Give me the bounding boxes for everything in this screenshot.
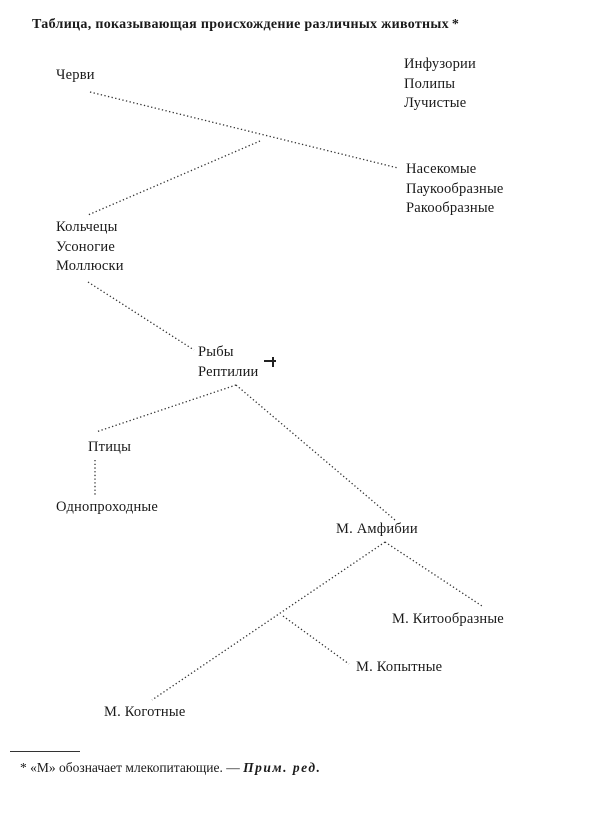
footnote-text: «М» обозначает млекопитающие. — <box>30 760 240 775</box>
node-fish <box>198 343 259 382</box>
footnote <box>20 760 321 776</box>
node-label: Рептилии <box>198 363 259 380</box>
node-label: Полипы <box>404 75 456 92</box>
line-amphibia-unguiculates <box>152 542 385 700</box>
page-title-text: Таблица, показывающая происхождение различных животных <box>32 17 449 32</box>
node-label: Ракообразные <box>406 200 495 216</box>
node-arthropods <box>406 160 504 219</box>
node-unguiculates: М. Коготные <box>104 704 186 720</box>
print-mark-tick <box>272 357 274 367</box>
node-label: Паукообразные <box>406 180 504 197</box>
node-label: Моллюски <box>56 258 124 274</box>
node-cetaceans: М. Китообразные <box>392 611 504 627</box>
footnote-mark: * <box>20 760 27 775</box>
node-label: Рыбы <box>198 344 234 360</box>
line-branch-ungulates <box>283 616 349 664</box>
title-footnote-mark: * <box>451 17 460 32</box>
footnote-editor-note: Прим. ред. <box>243 760 322 775</box>
node-worms: Черви <box>56 67 95 83</box>
line-amphibia-cetaceans <box>385 542 482 606</box>
node-annelids <box>56 218 124 277</box>
line-fish-amphibia <box>236 385 395 520</box>
node-label: Усоногие <box>56 238 115 255</box>
node-label: Инфузории <box>404 56 476 72</box>
node-protozoa <box>404 55 476 114</box>
line-annelids-fish <box>88 282 194 350</box>
line-worms-arthropods <box>90 92 398 168</box>
node-label: Кольчецы <box>56 219 118 235</box>
line-branch-annelids <box>88 141 260 215</box>
node-birds: Птицы <box>88 439 132 455</box>
node-label: Лучистые <box>404 95 467 111</box>
footnote-divider <box>10 751 80 752</box>
node-amphibia: М. Амфибии <box>336 521 418 537</box>
line-fish-birds <box>96 385 236 432</box>
page-title <box>32 17 459 33</box>
print-mark <box>264 360 276 362</box>
node-monotremes: Однопроходные <box>56 499 159 515</box>
node-ungulates: М. Копытные <box>356 659 443 675</box>
node-label: Насекомые <box>406 161 477 177</box>
